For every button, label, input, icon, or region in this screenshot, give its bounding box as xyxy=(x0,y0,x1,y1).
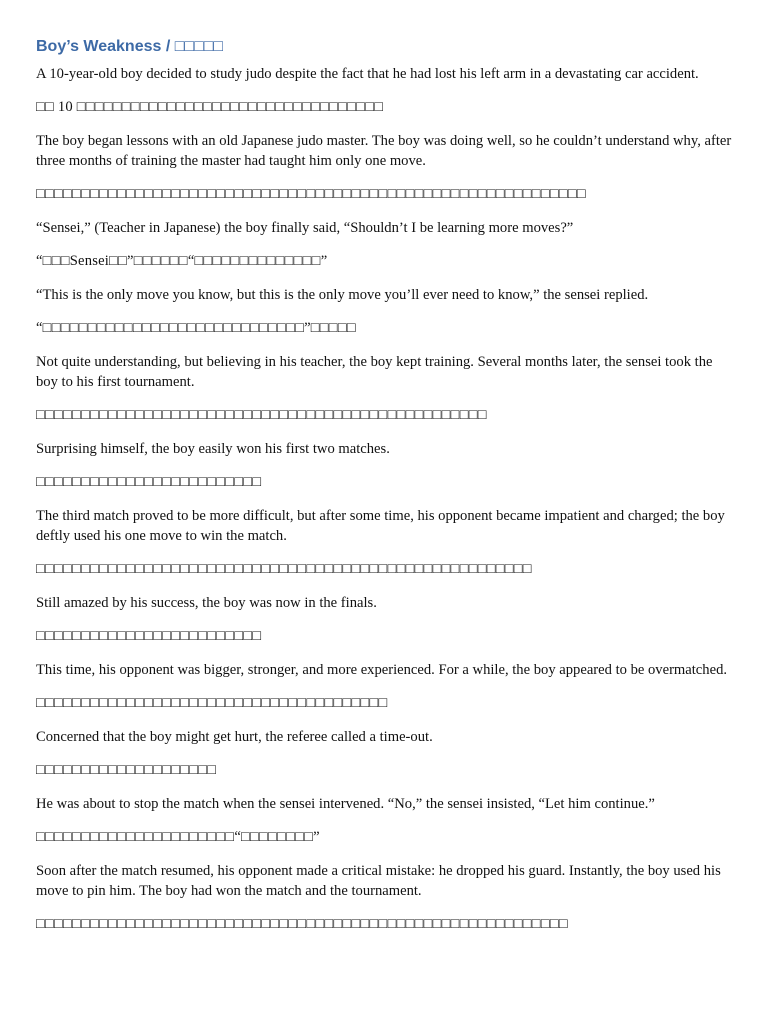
paragraph-chinese: □□□□□□□□□□□□□□□□□□□□□□□□□□□□□□□□□□□□□□□□□□□□□□□□□□ xyxy=(36,407,487,423)
paragraph-chinese: □□ 10 □□□□□□□□□□□□□□□□□□□□□□□□□□□□□□□□□□ xyxy=(36,99,384,115)
paragraph-english: Not quite understanding, but believing in his teacher, the boy kept training. Several months later, the sensei took the boy to his first tournament. xyxy=(36,354,713,390)
paragraph-english: Soon after the match resumed, his opponent made a critical mistake: he dropped his guard. Instantly, the boy used his move to pin him. The boy had won the match and the tournament. xyxy=(36,863,721,899)
paragraph-english: Concerned that the boy might get hurt, the referee called a time-out. xyxy=(36,729,433,745)
paragraph-english: Surprising himself, the boy easily won his first two matches. xyxy=(36,441,390,457)
paragraph-chinese: □□□□□□□□□□□□□□□□□□□□ xyxy=(36,762,217,778)
paragraph-english: “This is the only move you know, but this is the only move you’ll ever need to know,” the sensei replied. xyxy=(36,287,649,303)
paragraph-english: “Sensei,” (Teacher in Japanese) the boy finally said, “Shouldn’t I be learning more moves?” xyxy=(36,220,574,236)
paragraph-chinese: □□□□□□□□□□□□□□□□□□□□□□□□□□□□□□□□□□□□□□□ xyxy=(36,695,388,711)
paragraph-english: The third match proved to be more difficult, but after some time, his opponent became impatient and charged; the boy deftly used his one move to win the match. xyxy=(36,508,725,544)
paragraph-chinese: “□□□Sensei□□”□□□□□□“□□□□□□□□□□□□□□” xyxy=(36,253,328,269)
paragraph-chinese: □□□□□□□□□□□□□□□□□□□□□□□□□ xyxy=(36,474,262,490)
paragraph-english: He was about to stop the match when the sensei intervened. “No,” the sensei insisted, “Let him continue.” xyxy=(36,796,655,812)
paragraph-chinese: □□□□□□□□□□□□□□□□□□□□□□□□□□□□□□□□□□□□□□□□□□□□□□□□□□□□□□□□□□□□□ xyxy=(36,186,586,202)
paragraph-chinese: □□□□□□□□□□□□□□□□□□□□□□□□□□□□□□□□□□□□□□□□□□□□□□□□□□□□□□□□□□□ xyxy=(36,916,568,932)
paragraph-english: Still amazed by his success, the boy was now in the finals. xyxy=(36,595,377,611)
paragraph-chinese: □□□□□□□□□□□□□□□□□□□□□□□□□ xyxy=(36,628,262,644)
paragraph-chinese: □□□□□□□□□□□□□□□□□□□□□□□□□□□□□□□□□□□□□□□□□□□□□□□□□□□□□□□ xyxy=(36,561,532,577)
document-title: Boy’s Weakness / □□□□□ xyxy=(36,38,224,55)
paragraph-chinese: “□□□□□□□□□□□□□□□□□□□□□□□□□□□□□”□□□□□ xyxy=(36,320,356,336)
document-page xyxy=(36,36,736,948)
paragraph-english: The boy began lessons with an old Japanese judo master. The boy was doing well, so he couldn’t understand why, after three months of training the master had taught him only one move. xyxy=(36,133,732,169)
paragraph-english: This time, his opponent was bigger, stronger, and more experienced. For a while, the boy appeared to be overmatched. xyxy=(36,662,728,678)
paragraph-chinese: □□□□□□□□□□□□□□□□□□□□□□“□□□□□□□□” xyxy=(36,829,320,845)
paragraph-english: A 10-year-old boy decided to study judo despite the fact that he had lost his left arm in a devastating car accident. xyxy=(36,66,699,82)
